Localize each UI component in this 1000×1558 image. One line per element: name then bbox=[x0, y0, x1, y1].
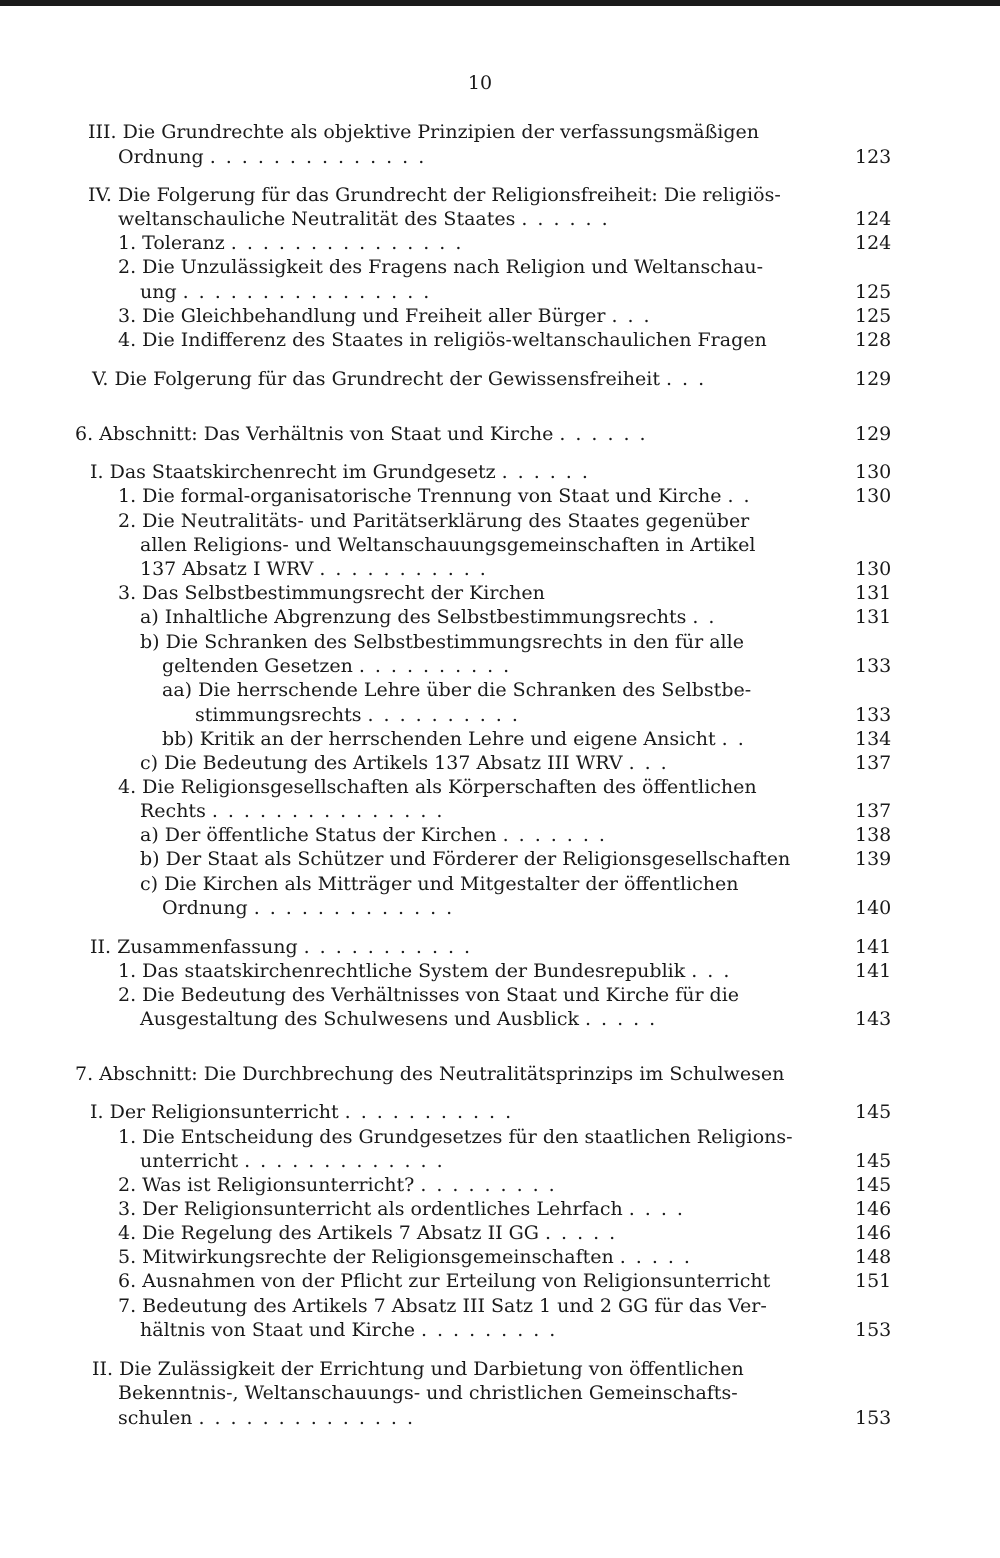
page-number: 10 bbox=[467, 72, 493, 94]
toc-line: Ausgestaltung des Schulwesens und Ausblick ..... bbox=[140, 1008, 666, 1030]
toc-line: 4. Die Regelung des Artikels 7 Absatz II GG ..... bbox=[118, 1222, 626, 1244]
toc-page: 138 bbox=[855, 824, 892, 846]
toc-page: 153 bbox=[855, 1319, 892, 1341]
toc-line: 4. Die Religionsgesellschaften als Körperschaften des öffentlichen bbox=[118, 776, 757, 798]
toc-line: 4. Die Indifferenz des Staates in religiös-weltanschaulichen Fragen bbox=[118, 329, 767, 351]
toc-line: I. Das Staatskirchenrecht im Grundgesetz ...... bbox=[90, 461, 598, 483]
toc-line: geltenden Gesetzen .......... bbox=[162, 655, 520, 677]
toc-line: a) Der öffentliche Status der Kirchen ....... bbox=[140, 824, 615, 846]
toc-page: 141 bbox=[855, 960, 892, 982]
toc-page: 128 bbox=[855, 329, 892, 351]
toc-page: 139 bbox=[855, 848, 892, 870]
toc-line: 6. Abschnitt: Das Verhältnis von Staat und Kirche ...... bbox=[75, 423, 656, 445]
toc-page: 124 bbox=[855, 232, 892, 254]
toc-line: Ordnung ............. bbox=[162, 897, 463, 919]
toc-page: 143 bbox=[855, 1008, 892, 1030]
toc-page: 133 bbox=[855, 655, 892, 677]
toc-line: ung ................ bbox=[140, 281, 440, 303]
toc-page: 153 bbox=[855, 1407, 892, 1429]
toc-line: 2. Die Bedeutung des Verhältnisses von Staat und Kirche für die bbox=[118, 984, 740, 1006]
toc-line: c) Die Bedeutung des Artikels 137 Absatz III WRV ... bbox=[140, 752, 677, 774]
toc-line: 3. Das Selbstbestimmungsrecht der Kirchen bbox=[118, 582, 545, 604]
toc-page: 145 bbox=[855, 1101, 892, 1123]
toc-line: 2. Was ist Religionsunterricht? ......... bbox=[118, 1174, 565, 1196]
toc-line: a) Inhaltliche Abgrenzung des Selbstbestimmungsrechts .. bbox=[140, 606, 725, 628]
toc-line: II. Die Zulässigkeit der Errichtung und Darbietung von öffentlichen bbox=[92, 1358, 744, 1380]
toc-line: bb) Kritik an der herrschenden Lehre und eigene Ansicht .. bbox=[162, 728, 754, 750]
toc-page: 130 bbox=[855, 558, 892, 580]
toc-page: 145 bbox=[855, 1150, 892, 1172]
toc-line: V. Die Folgerung für das Grundrecht der Gewissensfreiheit ... bbox=[92, 368, 715, 390]
toc-line: schulen .............. bbox=[118, 1407, 423, 1429]
toc-line: unterricht ............. bbox=[140, 1150, 453, 1172]
toc-page: 130 bbox=[855, 485, 892, 507]
toc-page: 129 bbox=[855, 423, 892, 445]
toc-line: 137 Absatz I WRV ........... bbox=[140, 558, 496, 580]
toc-line: 3. Die Gleichbehandlung und Freiheit aller Bürger ... bbox=[118, 305, 660, 327]
toc-line: allen Religions- und Weltanschauungsgemeinschaften in Artikel bbox=[140, 534, 756, 556]
toc-line: II. Zusammenfassung ........... bbox=[90, 936, 481, 958]
toc-line: 2. Die Unzulässigkeit des Fragens nach Religion und Weltanschau- bbox=[118, 256, 764, 278]
toc-page: 129 bbox=[855, 368, 892, 390]
toc-line: 5. Mitwirkungsrechte der Religionsgemeinschaften ..... bbox=[118, 1246, 700, 1268]
toc-line: hältnis von Staat und Kirche ......... bbox=[140, 1319, 566, 1341]
toc-line: I. Der Religionsunterricht ........... bbox=[90, 1101, 522, 1123]
toc-line: 1. Toleranz ............... bbox=[118, 232, 472, 254]
toc-line: III. Die Grundrechte als objektive Prinzipien der verfassungsmäßigen bbox=[88, 121, 760, 143]
toc-page: 131 bbox=[855, 606, 892, 628]
toc-line: 1. Die formal-organisatorische Trennung von Staat und Kirche .. bbox=[118, 485, 760, 507]
toc-line: aa) Die herrschende Lehre über die Schranken des Selbstbe- bbox=[162, 679, 752, 701]
toc-line: weltanschauliche Neutralität des Staates ...... bbox=[118, 208, 618, 230]
toc-page: 123 bbox=[855, 146, 892, 168]
toc-line: b) Die Schranken des Selbstbestimmungsrechts in den für alle bbox=[140, 631, 744, 653]
toc-page: 133 bbox=[855, 704, 892, 726]
toc-page: 148 bbox=[855, 1246, 892, 1268]
toc-page: 151 bbox=[855, 1270, 892, 1292]
toc-page: 146 bbox=[855, 1198, 892, 1220]
toc-page: 134 bbox=[855, 728, 892, 750]
toc-page: 146 bbox=[855, 1222, 892, 1244]
toc-page: 131 bbox=[855, 582, 892, 604]
toc-page: 124 bbox=[855, 208, 892, 230]
toc-page: 145 bbox=[855, 1174, 892, 1196]
toc-page: 125 bbox=[855, 281, 892, 303]
toc-page: 137 bbox=[855, 752, 892, 774]
toc-page: 140 bbox=[855, 897, 892, 919]
toc-page: 130 bbox=[855, 461, 892, 483]
toc-line: Rechts ............... bbox=[140, 800, 453, 822]
toc-page: 137 bbox=[855, 800, 892, 822]
toc-line: 6. Ausnahmen von der Pflicht zur Erteilung von Religionsunterricht bbox=[118, 1270, 771, 1292]
toc-line: IV. Die Folgerung für das Grundrecht der Religionsfreiheit: Die religiös- bbox=[88, 184, 781, 206]
toc-line: 7. Abschnitt: Die Durchbrechung des Neutralitätsprinzips im Schulwesen bbox=[75, 1063, 785, 1085]
toc-line: Ordnung .............. bbox=[118, 146, 435, 168]
toc-line: Bekenntnis-, Weltanschauungs- und christlichen Gemeinschafts- bbox=[118, 1382, 738, 1404]
toc-line: 3. Der Religionsunterricht als ordentliches Lehrfach .... bbox=[118, 1198, 693, 1220]
toc-page: 141 bbox=[855, 936, 892, 958]
toc-page: 125 bbox=[855, 305, 892, 327]
toc-line: 7. Bedeutung des Artikels 7 Absatz III Satz 1 und 2 GG für das Ver- bbox=[118, 1295, 767, 1317]
toc-line: b) Der Staat als Schützer und Förderer der Religionsgesellschaften bbox=[140, 848, 791, 870]
toc-line: c) Die Kirchen als Mitträger und Mitgestalter der öffentlichen bbox=[140, 873, 739, 895]
toc-line: 2. Die Neutralitäts- und Paritätserklärung des Staates gegenüber bbox=[118, 510, 750, 532]
toc-line: stimmungsrechts .......... bbox=[195, 704, 528, 726]
toc-line: 1. Die Entscheidung des Grundgesetzes für den staatlichen Religions- bbox=[118, 1126, 793, 1148]
toc-line: 1. Das staatskirchenrechtliche System der Bundesrepublik ... bbox=[118, 960, 740, 982]
